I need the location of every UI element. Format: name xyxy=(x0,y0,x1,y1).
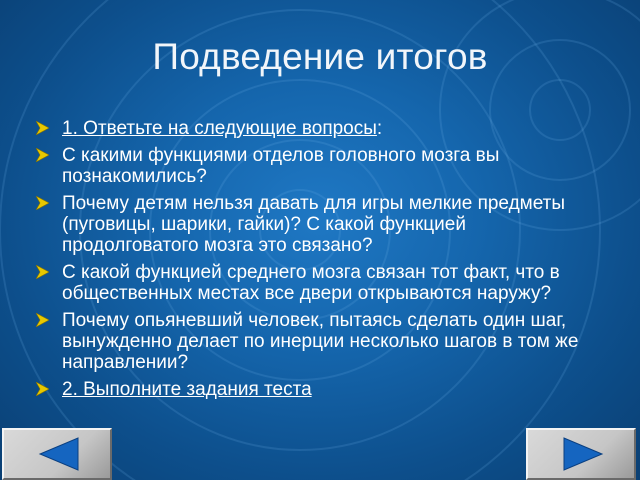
bullet-item-test-link[interactable] xyxy=(36,379,606,400)
bullet-text: С какой функцией среднего мозга связан тот факт, что в общественных местах все двери открываются наружу? xyxy=(62,262,560,304)
bullet-list xyxy=(36,118,606,406)
bullet-suffix: : xyxy=(376,118,383,139)
bullet-text: Почему опьяневший человек, пытаясь сделать один шаг, вынужденно делает по инерции несколько шагов в том же направлении? xyxy=(62,310,579,373)
bullet-arrow-icon xyxy=(36,382,49,396)
slide-title: Подведение итогов xyxy=(152,36,488,77)
triangle-right-icon xyxy=(528,430,634,478)
test-link[interactable]: 2. Выполните задания теста xyxy=(62,379,312,400)
triangle-left-icon xyxy=(4,430,110,478)
previous-slide-button[interactable] xyxy=(2,428,112,480)
bullet-arrow-icon xyxy=(36,265,49,279)
bullet-item-questions xyxy=(36,118,606,139)
bullet-item-inertia xyxy=(36,310,606,373)
bullet-item-doors xyxy=(36,262,606,304)
bullet-arrow-icon xyxy=(36,121,49,135)
bullet-arrow-icon xyxy=(36,148,49,162)
bullet-arrow-icon xyxy=(36,196,49,210)
bullet-item-small-objects xyxy=(36,193,606,256)
bullet-text: С какими функциями отделов головного мозга вы познакомились? xyxy=(62,145,500,187)
bullet-text: 1. Ответьте на следующие вопросы xyxy=(62,118,377,139)
next-slide-button[interactable] xyxy=(526,428,636,480)
bullet-text: Почему детям нельзя давать для игры мелкие предметы (пуговицы, шарики, гайки)? С какой функцией продолговатого мозга это связано? xyxy=(62,193,566,256)
bullet-item-brain-functions xyxy=(36,145,606,187)
bullet-arrow-icon xyxy=(36,313,49,327)
